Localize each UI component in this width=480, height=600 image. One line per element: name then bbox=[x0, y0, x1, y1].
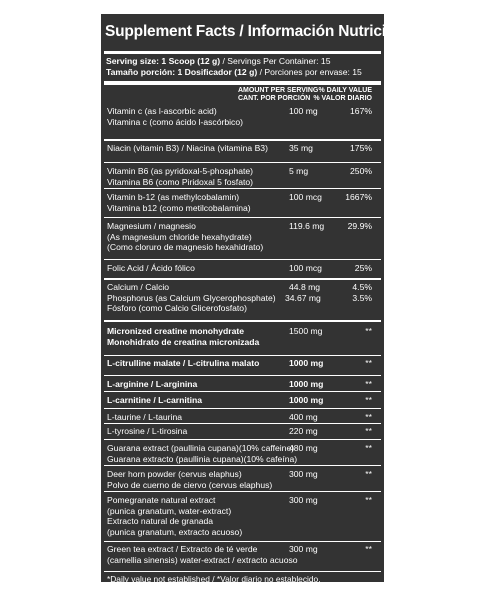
row-divider bbox=[104, 217, 381, 218]
amount-per-serving: 1000 mg bbox=[289, 379, 324, 389]
amount-per-serving: 5 mg bbox=[289, 166, 309, 176]
nutrient-name: Guarana extract (paullinia cupana)(10% caffeine) bbox=[107, 443, 295, 453]
row-divider bbox=[104, 571, 381, 572]
panel-title: Supplement Facts / Información Nutricional bbox=[105, 23, 417, 40]
nutrient-name: Guarana extracto (paullinia cupana)(10% cafeína) bbox=[107, 453, 298, 464]
amount-per-serving: 480 mg bbox=[289, 443, 318, 453]
daily-value: 4.5% bbox=[352, 282, 372, 292]
row-divider bbox=[104, 439, 381, 440]
nutrient-name: Vitamin B6 (as pyridoxal-5-phosphate) bbox=[107, 166, 254, 176]
daily-value: 1667% bbox=[345, 192, 372, 202]
amount-per-serving: 44.8 mg bbox=[289, 282, 321, 292]
daily-value: ** bbox=[365, 379, 372, 389]
daily-value: 175% bbox=[350, 143, 372, 153]
amount-header-en: AMOUNT PER SERVING bbox=[238, 87, 319, 94]
daily-value: ** bbox=[365, 544, 372, 554]
row-divider bbox=[104, 375, 381, 376]
nutrient-name: (As magnesium chloride hexahydrate) bbox=[107, 231, 252, 242]
amount-per-serving: 400 mg bbox=[289, 412, 318, 422]
amount-per-serving: 300 mg bbox=[289, 544, 318, 554]
title-divider bbox=[104, 51, 381, 54]
nutrient-name: Vitamina c (como ácido l-ascórbico) bbox=[107, 116, 243, 127]
footnote: *Daily value not established / *Valor diario no establecido. bbox=[107, 574, 321, 584]
amount-per-serving: 220 mg bbox=[289, 426, 318, 436]
nutrient-name: Magnesium / magnesio bbox=[107, 221, 196, 231]
amount-per-serving: 1500 mg bbox=[289, 326, 323, 336]
serving-line-en bbox=[106, 56, 330, 66]
nutrient-name: (punica granatum, extracto acuoso) bbox=[107, 526, 243, 537]
amount-header bbox=[238, 87, 318, 103]
row-divider bbox=[104, 278, 381, 280]
nutrient-name: Green tea extract / Extracto de té verde bbox=[107, 544, 258, 554]
amount-per-serving: 1000 mg bbox=[289, 395, 324, 405]
row-divider bbox=[104, 139, 381, 141]
nutrient-name: Pomegranate natural extract bbox=[107, 495, 216, 505]
row-divider bbox=[104, 423, 381, 424]
nutrient-name: Monohidrato de creatina micronizada bbox=[107, 336, 260, 347]
amount-per-serving: 100 mg bbox=[289, 106, 318, 116]
row-divider bbox=[104, 188, 381, 189]
daily-value: ** bbox=[365, 358, 372, 368]
nutrient-name: Vitamin c (as l-ascorbic acid) bbox=[107, 106, 217, 116]
nutrient-name: Vitamina B6 (como Piridoxal 5 fosfato) bbox=[107, 176, 254, 187]
nutrient-name: L-citrulline malate / L-citrulina malato bbox=[107, 358, 260, 368]
nutrient-name: (punica granatum, water-extract) bbox=[107, 505, 232, 516]
amount-per-serving: 34.67 mg bbox=[285, 292, 321, 303]
daily-value: ** bbox=[365, 395, 372, 405]
serving-size: Serving size: 1 Scoop (12 g) bbox=[106, 56, 221, 66]
row-divider bbox=[104, 320, 381, 322]
nutrient-name: L-taurine / L-taurina bbox=[107, 412, 182, 422]
nutrient-name: Micronized creatine monohydrate bbox=[107, 326, 245, 336]
daily-value: 29.9% bbox=[347, 221, 372, 231]
daily-value: ** bbox=[365, 469, 372, 479]
nutrient-name: Vitamina b12 (como metilcobalamina) bbox=[107, 202, 251, 213]
row-divider bbox=[104, 541, 381, 542]
nutrient-name: Vitamin b-12 (as methylcobalamin) bbox=[107, 192, 240, 202]
row-divider bbox=[104, 355, 381, 356]
serving-line-es bbox=[106, 67, 362, 77]
dv-header-en: % DAILY VALUE bbox=[318, 87, 372, 94]
daily-value: ** bbox=[365, 426, 372, 436]
amount-header-es: CANT. POR PORCIÓN bbox=[238, 95, 311, 102]
amount-per-serving: 100 mcg bbox=[289, 263, 322, 273]
amount-per-serving: 300 mg bbox=[289, 495, 318, 505]
amount-per-serving: 119.6 mg bbox=[289, 221, 325, 231]
nutrient-name: Fósforo (como Calcio Glicerofosfato) bbox=[107, 303, 247, 314]
amount-per-serving: 300 mg bbox=[289, 469, 318, 479]
row-divider bbox=[104, 162, 381, 163]
amount-per-serving: 1000 mg bbox=[289, 358, 324, 368]
row-divider bbox=[104, 391, 381, 392]
dv-header-es: % VALOR DIARIO bbox=[313, 95, 372, 102]
daily-value: 3.5% bbox=[352, 292, 372, 303]
amount-per-serving: 35 mg bbox=[289, 143, 313, 153]
nutrient-name: Polvo de cuerno de ciervo (cervus elaphus) bbox=[107, 479, 273, 490]
nutrient-name: Niacin (vitamin B3) / Niacina (vitamina B3) bbox=[107, 143, 268, 153]
daily-value: ** bbox=[365, 495, 372, 505]
row-divider bbox=[104, 408, 381, 409]
row-divider bbox=[104, 465, 381, 466]
nutrient-name: Folic Acid / Ácido fólico bbox=[107, 263, 195, 273]
nutrient-name: L-tyrosine / L-tirosina bbox=[107, 426, 188, 436]
row-divider bbox=[104, 491, 381, 492]
daily-value: 25% bbox=[354, 263, 372, 273]
nutrient-name: (Como cloruro de magnesio hexahidrato) bbox=[107, 242, 264, 253]
daily-value: ** bbox=[365, 443, 372, 453]
daily-value: 250% bbox=[350, 166, 372, 176]
daily-value: ** bbox=[365, 326, 372, 336]
daily-value: 167% bbox=[350, 106, 372, 116]
nutrient-name: (camellia sinensis) water-extract / extracto acuoso bbox=[107, 554, 298, 565]
dv-header bbox=[313, 87, 372, 103]
servings-per-container-es: / Porciones por envase: 15 bbox=[257, 67, 362, 77]
row-divider bbox=[104, 259, 381, 260]
nutrient-name: Calcium / Calcio bbox=[107, 282, 170, 292]
servings-per-container: / Servings Per Container: 15 bbox=[220, 56, 331, 66]
daily-value: ** bbox=[365, 412, 372, 422]
nutrient-name: Deer horn powder (cervus elaphus) bbox=[107, 469, 242, 479]
nutrient-name: L-carnitine / L-carnitina bbox=[107, 395, 203, 405]
serving-divider bbox=[104, 81, 381, 85]
serving-size-es: Tamaño porción: 1 Dosificador (12 g) bbox=[106, 67, 258, 77]
supplement-facts-panel bbox=[101, 14, 417, 584]
nutrient-name: Phosphorus (as Calcium Glycerophosphate) bbox=[107, 292, 276, 303]
nutrient-name: L-arginine / L-arginina bbox=[107, 379, 198, 389]
amount-per-serving: 100 mcg bbox=[289, 192, 322, 202]
nutrient-name: Extracto natural de granada bbox=[107, 516, 214, 527]
